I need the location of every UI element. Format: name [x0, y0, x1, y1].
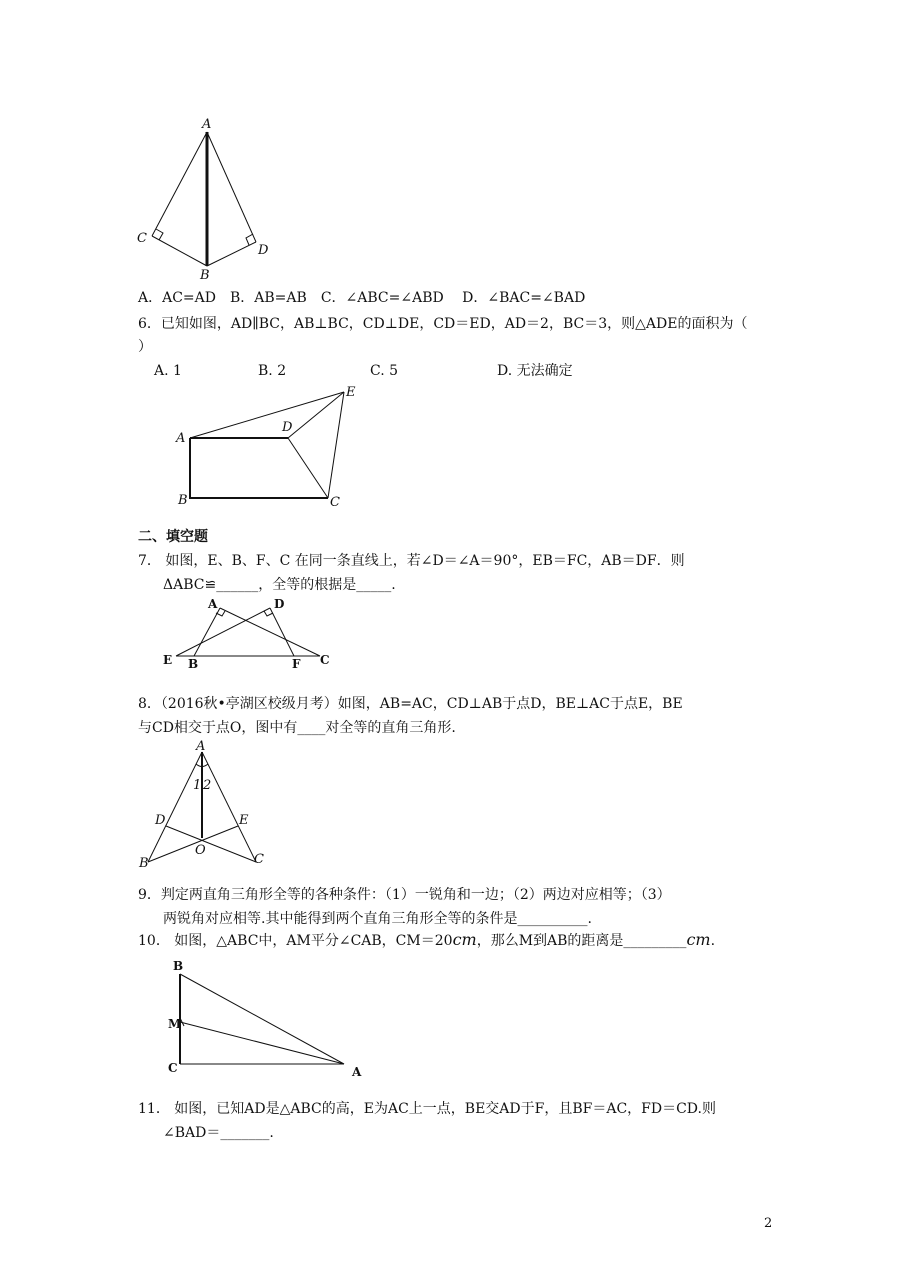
- q8-line2: 与CD相交于点O，图中有____对全等的直角三角形.: [138, 720, 456, 736]
- q7-label-e: E: [163, 653, 173, 667]
- q9-line2: 两锐角对应相等.其中能得到两个直角三角形全等的条件是__________.: [163, 911, 592, 927]
- q10-figure: [164, 956, 370, 1082]
- q5-label-c: C: [137, 231, 147, 246]
- q6-label-a: A: [176, 431, 186, 446]
- q8-label-2: 2: [203, 778, 212, 793]
- q8-label-e: E: [239, 813, 249, 828]
- q6-label-e: E: [346, 385, 356, 400]
- q6-figure: [168, 380, 368, 512]
- q10-text-middle: ，那么M到AB的距离是_________: [476, 933, 687, 949]
- q6-option-d: D. 无法确定: [497, 363, 573, 379]
- q10-label-a: A: [352, 1065, 362, 1079]
- q8-line1: 8．（2016秋•亭湖区校级月考）如图，AB=AC，CD⊥AB于点D，BE⊥AC于点E，BE: [138, 696, 683, 712]
- q8-label-1: 1: [193, 778, 202, 793]
- q10-text-before: 10． 如图，△ABC中，AM平分∠CAB，CM＝20: [138, 933, 453, 949]
- q7-label-b: B: [188, 657, 199, 670]
- q10-unit-1: cm: [452, 930, 477, 949]
- q7-label-c: C: [320, 653, 330, 667]
- q8-label-b: B: [139, 856, 149, 870]
- q7-line1: 7． 如图，E、B、F、C 在同一条直线上，若∠D＝∠A＝90°，EB＝FC，AB＝DF．则: [138, 553, 685, 569]
- q7-label-a: A: [208, 597, 218, 611]
- q5-options: A．AC=AD B．AB=AB C．∠ABC=∠ABD D．∠BAC=∠BAD: [138, 290, 586, 306]
- q6-option-b: B. 2: [258, 363, 287, 379]
- q7-line2: ΔABC≌______，全等的根据是_____.: [163, 577, 396, 593]
- q6-label-b: B: [178, 493, 188, 508]
- q8-label-o: O: [195, 843, 206, 858]
- q6-stem-line2: ）: [138, 339, 152, 355]
- q10-label-c: C: [168, 1061, 178, 1075]
- q5-label-a: A: [202, 117, 212, 132]
- q10-text-end: .: [710, 933, 716, 949]
- q7-figure: [158, 594, 338, 670]
- q8-figure: [136, 738, 272, 870]
- q7-label-d: D: [274, 597, 285, 611]
- q9-line1: 9．判定两直角三角形全等的各种条件：（1）一锐角和一边；（2）两边对应相等；（3）: [138, 887, 671, 903]
- q8-label-d: D: [155, 813, 166, 828]
- q5-label-b: B: [200, 268, 210, 282]
- q10-label-b: B: [173, 959, 184, 973]
- q7-label-f: F: [292, 657, 301, 670]
- q6-stem-line1: 6．已知如图，AD∥BC，AB⊥BC，CD⊥DE，CD＝ED，AD＝2，BC＝3，则△ADE的面积为（: [138, 316, 748, 332]
- q6-option-a: A. 1: [154, 363, 182, 379]
- section-title: 二、填空题: [138, 529, 208, 545]
- q6-option-c: C. 5: [370, 363, 399, 379]
- q6-label-d: D: [282, 420, 293, 435]
- q10-label-m: M: [168, 1017, 182, 1031]
- q5-label-d: D: [258, 243, 269, 258]
- q5-figure: [130, 112, 290, 282]
- q11-line1: 11． 如图，已知AD是△ABC的高，E为AC上一点，BE交AD于F，且BF＝AC，FD＝CD.则: [138, 1101, 716, 1117]
- q8-label-c: C: [254, 852, 264, 867]
- q8-label-a: A: [196, 739, 206, 754]
- q11-line2: ∠BAD＝_______.: [163, 1125, 274, 1141]
- q6-label-c: C: [330, 495, 340, 510]
- q10-line: [138, 931, 715, 950]
- q10-unit-2: cm: [686, 930, 711, 949]
- page-number: 2: [764, 1216, 773, 1231]
